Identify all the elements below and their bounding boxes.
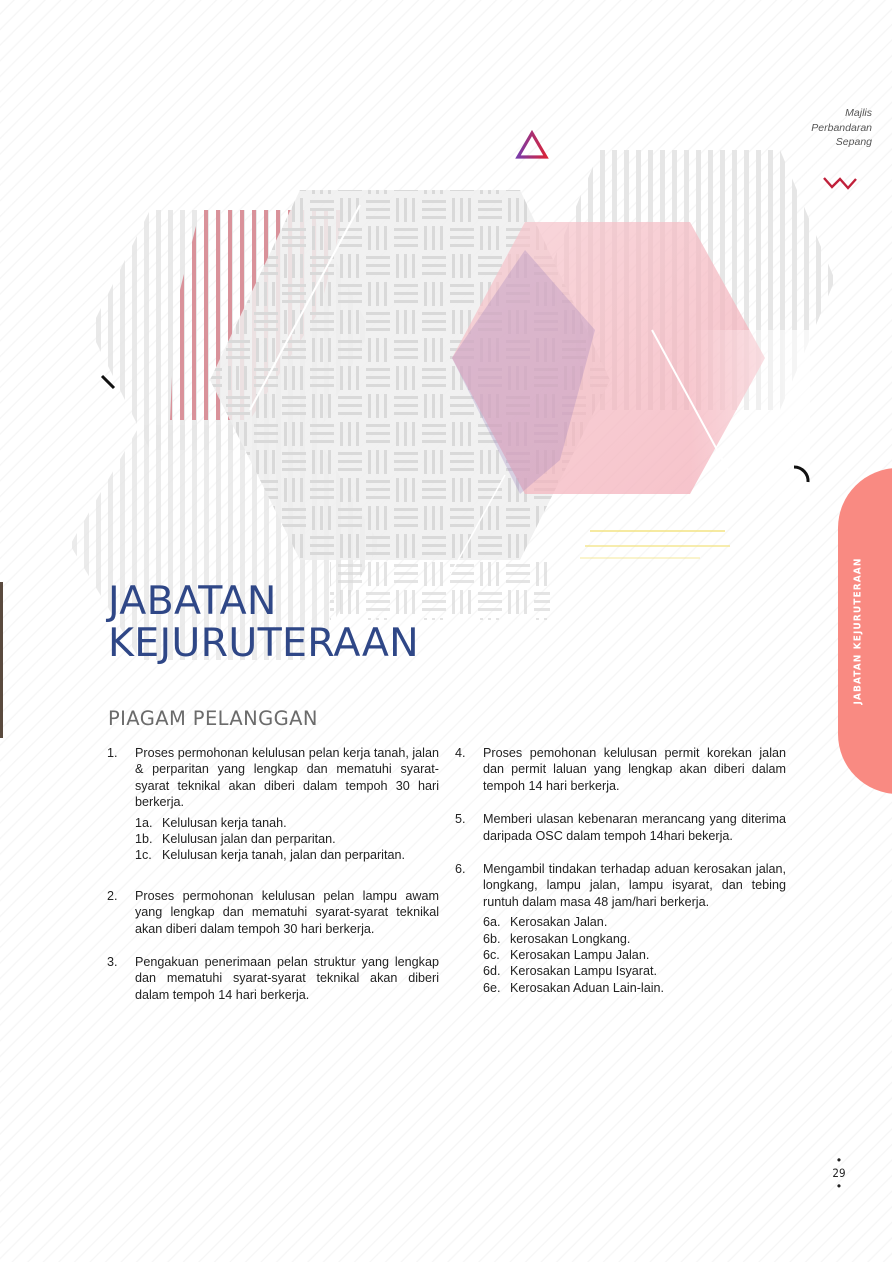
page-number: 29 bbox=[832, 1166, 846, 1180]
sub-item bbox=[483, 980, 786, 996]
sub-item bbox=[483, 963, 786, 979]
sub-item-number: 6b. bbox=[483, 931, 501, 946]
sub-item-text: Kelulusan kerja tanah. bbox=[162, 815, 287, 830]
triangle-accent-icon bbox=[518, 133, 546, 157]
sub-item-text: Kerosakan Lampu Isyarat. bbox=[510, 964, 658, 979]
charter-item bbox=[455, 745, 786, 794]
sub-item-number: 6d. bbox=[483, 964, 501, 979]
sub-item-text: Kerosakan Jalan. bbox=[510, 915, 608, 930]
sub-item bbox=[135, 815, 439, 831]
item-text: Proses permohonan kelulusan pelan lampu awam yang lengkap dan mematuhi syarat-syarat teknikal akan diberi dalam tempoh 30 hari berkerja. bbox=[135, 888, 439, 936]
page-title-line: KEJURUTERAAN bbox=[108, 620, 419, 666]
item-text: Proses permohonan kelulusan pelan kerja tanah, jalan & perparitan yang lengkap dan mematuhi syarat-syarat teknikal akan diberi dalam tempoh 30 hari berkerja. bbox=[135, 746, 439, 810]
charter-list-left bbox=[107, 745, 439, 1020]
item-number: 4. bbox=[455, 746, 466, 760]
sub-item-text: Kerosakan Aduan Lain-lain. bbox=[510, 980, 665, 995]
zigzag-accent-icon bbox=[824, 178, 856, 188]
org-name bbox=[762, 106, 872, 150]
org-name-line: Perbandaran bbox=[811, 121, 872, 134]
sub-item-text: Kelulusan kerja tanah, jalan dan perparitan. bbox=[162, 848, 405, 863]
dot-icon: • bbox=[836, 1153, 842, 1167]
side-tab bbox=[838, 468, 892, 794]
charter-item bbox=[107, 745, 439, 864]
sub-item-text: Kerosakan Lampu Jalan. bbox=[510, 948, 650, 963]
sub-item-number: 6c. bbox=[483, 948, 500, 963]
item-text: Memberi ulasan kebenaran merancang yang diterima daripada OSC dalam tempoh 14hari bekerja. bbox=[483, 812, 786, 843]
sub-item bbox=[135, 831, 439, 847]
sub-item-text: Kelulusan jalan dan perparitan. bbox=[162, 832, 336, 847]
charter-list-right bbox=[455, 745, 786, 1013]
sub-item bbox=[483, 947, 786, 963]
dash-accent-icon bbox=[102, 376, 114, 388]
item-text: Mengambil tindakan terhadap aduan kerosakan jalan, longkang, lampu jalan, lampu isyarat, dan tebing runtuh dalam masa 48 jam/hari berkerja. bbox=[483, 862, 786, 909]
sub-item-number: 1c. bbox=[135, 848, 152, 863]
sub-item-text: kerosakan Longkang. bbox=[510, 931, 631, 946]
item-number: 5. bbox=[455, 812, 466, 827]
org-name-line: Sepang bbox=[835, 136, 872, 148]
item-number: 2. bbox=[107, 888, 118, 903]
page-title bbox=[108, 580, 419, 664]
charter-item bbox=[107, 888, 439, 937]
item-text: Proses pemohonan kelulusan permit korekan jalan dan permit laluan yang lengkap akan diberi dalam tempoh 14 hari berkerja. bbox=[483, 746, 786, 793]
page-title-line: JABATAN bbox=[108, 578, 277, 624]
sub-item-number: 6a. bbox=[483, 915, 501, 930]
item-number: 3. bbox=[107, 955, 118, 970]
item-number: 6. bbox=[455, 862, 466, 877]
sub-item bbox=[135, 847, 439, 863]
charter-item bbox=[455, 861, 786, 996]
sub-item-number: 1b. bbox=[135, 832, 153, 847]
item-text: Pengakuan penerimaan pelan struktur yang lengkap dan mematuhi syarat-syarat teknikal akan diberi dalam tempoh 14 hari berkerja. bbox=[135, 955, 439, 1002]
sub-item-number: 6e. bbox=[483, 980, 501, 995]
sub-item bbox=[483, 914, 786, 930]
sub-item bbox=[483, 931, 786, 947]
side-tab-text: JABATAN KEJURUTERAAN bbox=[852, 557, 864, 705]
sub-item-number: 1a. bbox=[135, 815, 153, 830]
edge-photo-strip bbox=[0, 582, 3, 738]
page-number-block bbox=[826, 1155, 852, 1191]
charter-item bbox=[107, 954, 439, 1003]
org-name-line: Majlis bbox=[845, 107, 872, 119]
section-heading: PIAGAM PELANGGAN bbox=[108, 707, 318, 730]
charter-item bbox=[455, 811, 786, 844]
dot-icon: • bbox=[836, 1179, 842, 1193]
item-number: 1. bbox=[107, 746, 118, 760]
